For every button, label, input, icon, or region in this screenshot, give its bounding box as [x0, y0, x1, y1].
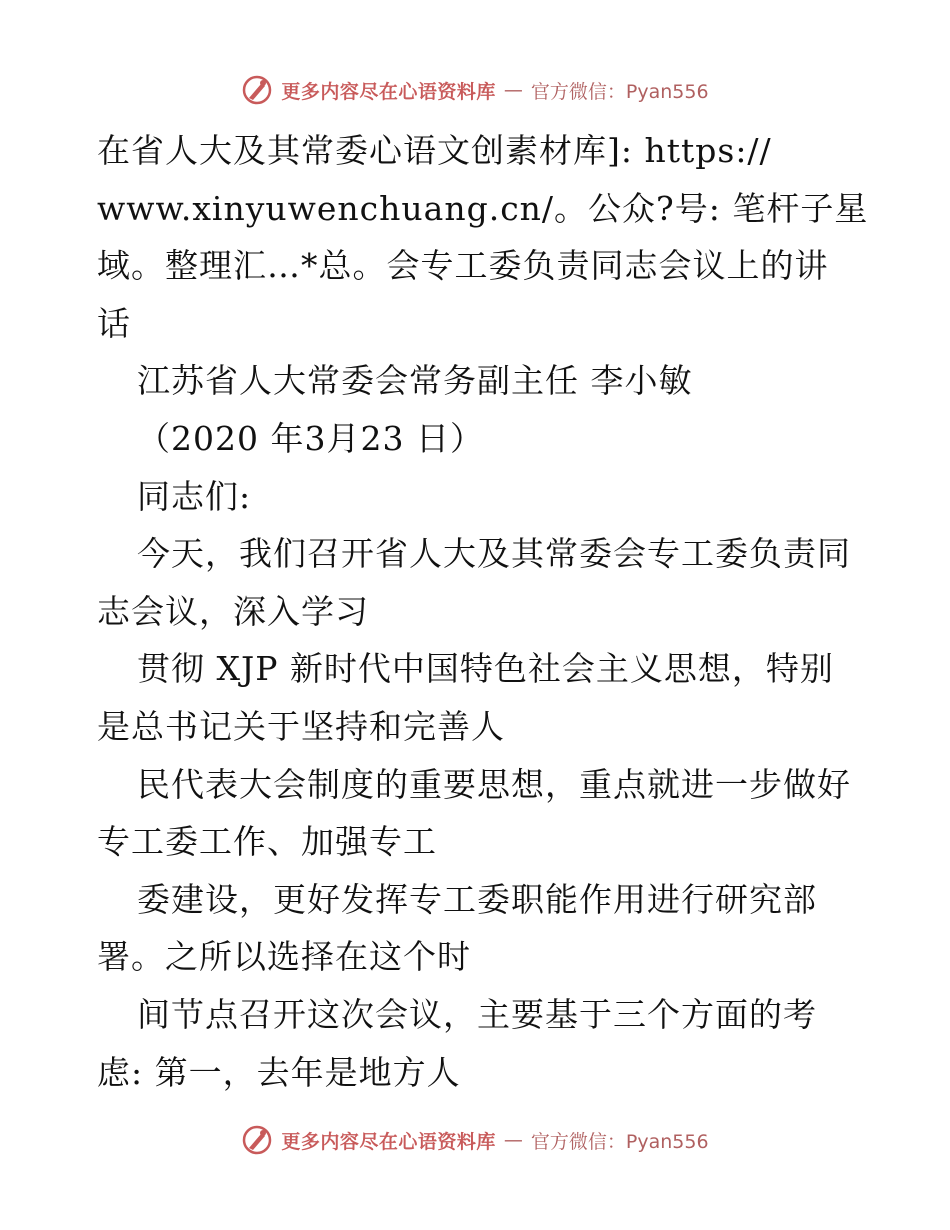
doc-line: 志会议，深入学习	[97, 591, 369, 631]
doc-line: 间节点召开这次会议，主要基于三个方面的考	[137, 994, 817, 1034]
header-watermark-banner	[0, 70, 950, 110]
doc-line: www.xinyuwenchuang.cn/。公众?号: 笔杆子星	[97, 188, 869, 228]
salutation-line: 同志们:	[137, 476, 252, 516]
document-body	[97, 122, 869, 1101]
banner-separator: —	[503, 1129, 523, 1151]
doc-line: 虑: 第一，去年是地方人	[97, 1052, 461, 1092]
doc-line: 委建设，更好发挥专工委职能作用进行研究部	[137, 879, 817, 919]
doc-line: 署。之所以选择在这个时	[97, 937, 471, 977]
date-line: （2020 年3月23 日）	[137, 418, 484, 458]
doc-line: 专工委工作、加强专工	[97, 822, 437, 862]
banner-separator: —	[503, 79, 523, 101]
doc-line: 在省人大及其常委心语文创素材库]: https://	[97, 131, 772, 170]
doc-line: 域。整理汇…*总。会专工委负责同志会议上的讲	[97, 246, 829, 286]
doc-line: 贯彻 XJP 新时代中国特色社会主义思想，特别	[137, 649, 834, 689]
banner-wechat-text: 官方微信：Pyan556	[530, 1130, 709, 1153]
pen-logo-icon	[241, 74, 273, 106]
doc-line: 是总书记关于坚持和完善人	[97, 706, 505, 746]
pen-logo-icon	[241, 1124, 273, 1156]
banner-wechat-text: 官方微信：Pyan556	[530, 80, 709, 103]
banner-brand-text: 更多内容尽在心语资料库	[281, 80, 496, 103]
footer-watermark-banner	[0, 1120, 950, 1160]
doc-line: 话	[97, 303, 131, 343]
doc-line: 今天，我们召开省人大及其常委会专工委负责同	[137, 534, 851, 574]
speaker-line: 江苏省人大常委会常务副主任 李小敏	[137, 361, 693, 401]
banner-brand-text: 更多内容尽在心语资料库	[281, 1130, 496, 1153]
doc-line: 民代表大会制度的重要思想，重点就进一步做好	[137, 764, 851, 804]
